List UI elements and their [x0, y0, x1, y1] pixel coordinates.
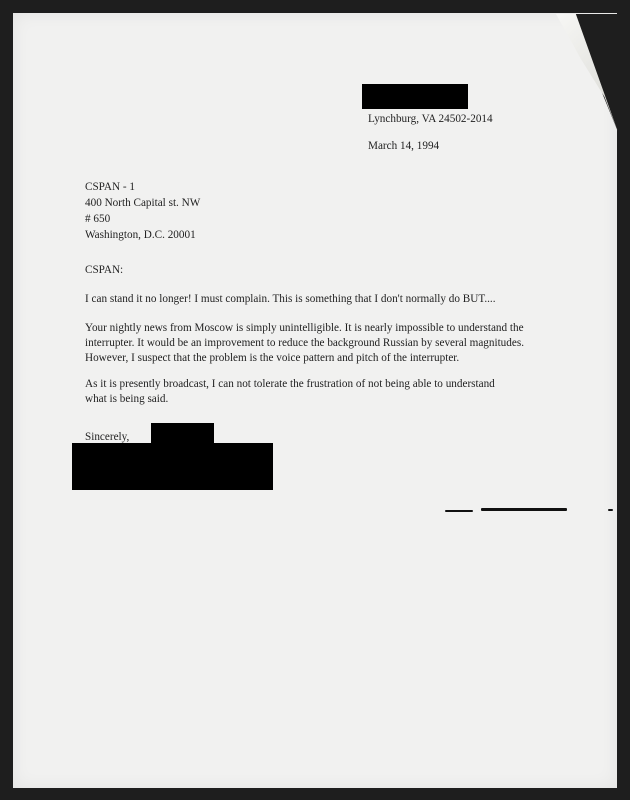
- paragraph-2: Your nightly news from Moscow is simply unintelligible. It is nearly impossible to understand the interrupter. It would be an improvement to reduce the background Russian by several magnitudes. However, I suspect that the problem is the voice pattern and pitch of the interrupter.: [85, 322, 524, 364]
- recipient-suite: # 650: [85, 213, 111, 225]
- paragraph-1: I can stand it no longer! I must complain. This is something that I don't normally do BUT....: [85, 293, 496, 305]
- scan-mark: [445, 510, 473, 512]
- salutation: CSPAN:: [85, 264, 124, 276]
- redacted-sender-name: [362, 84, 468, 109]
- recipient-street: 400 North Capital st. NW: [85, 197, 201, 209]
- paragraph-3: As it is presently broadcast, I can not tolerate the frustration of not being able to understand what is being said.: [85, 378, 495, 405]
- scan-mark: [608, 509, 613, 511]
- recipient-name: CSPAN - 1: [85, 181, 135, 193]
- letter-date: March 14, 1994: [368, 140, 440, 152]
- redacted-signature: [151, 423, 214, 445]
- sender-city-line: Lynchburg, VA 24502-2014: [368, 113, 493, 125]
- scan-mark: [481, 508, 567, 511]
- redacted-signer-name: [72, 443, 273, 490]
- closing: Sincerely,: [85, 431, 130, 443]
- recipient-city: Washington, D.C. 20001: [85, 229, 196, 241]
